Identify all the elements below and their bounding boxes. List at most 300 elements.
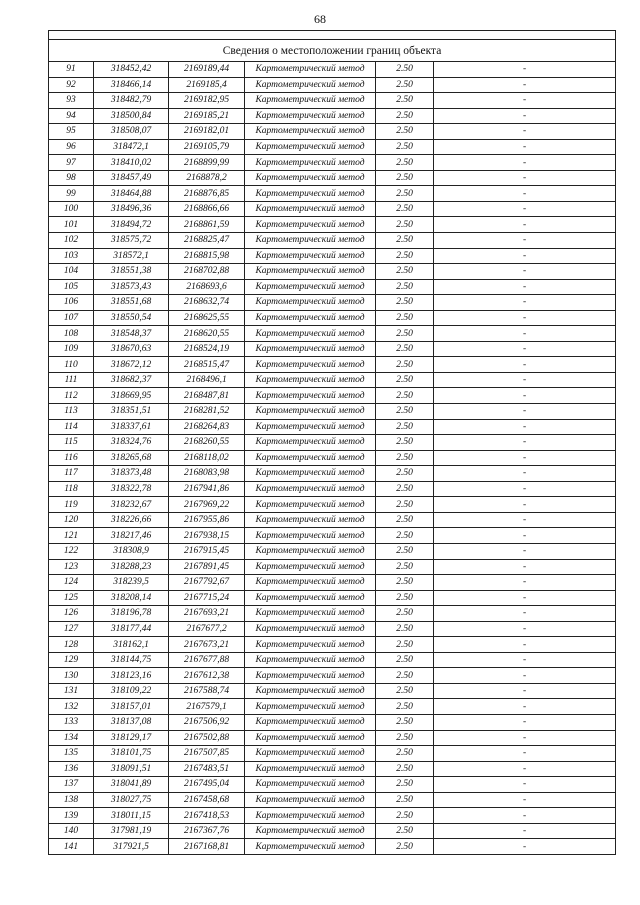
note-cell: - (434, 341, 616, 357)
method-cell: Картометрический метод (245, 823, 376, 839)
point-number-cell: 100 (49, 201, 94, 217)
point-number-cell: 130 (49, 668, 94, 684)
point-number-cell: 105 (49, 279, 94, 295)
y-coordinate-cell: 2168264,83 (169, 419, 245, 435)
note-cell: - (434, 683, 616, 699)
point-number-cell: 96 (49, 139, 94, 155)
y-coordinate-cell: 2167458,68 (169, 792, 245, 808)
x-coordinate-cell: 318464,88 (94, 186, 169, 202)
accuracy-cell: 2.50 (376, 699, 434, 715)
method-cell: Картометрический метод (245, 108, 376, 124)
table-row (49, 279, 616, 295)
accuracy-cell: 2.50 (376, 450, 434, 466)
point-number-cell: 134 (49, 730, 94, 746)
y-coordinate-cell: 2167915,45 (169, 543, 245, 559)
point-number-cell: 116 (49, 450, 94, 466)
point-number-cell: 113 (49, 404, 94, 420)
x-coordinate-cell: 318011,15 (94, 808, 169, 824)
table-row (49, 170, 616, 186)
table-row (49, 543, 616, 559)
table-row (49, 761, 616, 777)
note-cell: - (434, 466, 616, 482)
y-coordinate-cell: 2167969,22 (169, 497, 245, 513)
y-coordinate-cell: 2167612,38 (169, 668, 245, 684)
accuracy-cell: 2.50 (376, 372, 434, 388)
point-number-cell: 126 (49, 606, 94, 622)
method-cell: Картометрический метод (245, 404, 376, 420)
accuracy-cell: 2.50 (376, 310, 434, 326)
x-coordinate-cell: 317921,5 (94, 839, 169, 855)
note-cell: - (434, 233, 616, 249)
x-coordinate-cell: 318670,63 (94, 341, 169, 357)
x-coordinate-cell: 318308,9 (94, 543, 169, 559)
point-number-cell: 98 (49, 170, 94, 186)
method-cell: Картометрический метод (245, 730, 376, 746)
note-cell: - (434, 450, 616, 466)
table-row (49, 341, 616, 357)
method-cell: Картометрический метод (245, 139, 376, 155)
x-coordinate-cell: 318288,23 (94, 559, 169, 575)
y-coordinate-cell: 2169189,44 (169, 62, 245, 78)
y-coordinate-cell: 2167418,53 (169, 808, 245, 824)
method-cell: Картометрический метод (245, 497, 376, 513)
y-coordinate-cell: 2168876,85 (169, 186, 245, 202)
accuracy-cell: 2.50 (376, 528, 434, 544)
accuracy-cell: 2.50 (376, 186, 434, 202)
accuracy-cell: 2.50 (376, 777, 434, 793)
x-coordinate-cell: 318123,16 (94, 668, 169, 684)
accuracy-cell: 2.50 (376, 543, 434, 559)
x-coordinate-cell: 318217,46 (94, 528, 169, 544)
accuracy-cell: 2.50 (376, 435, 434, 451)
x-coordinate-cell: 318410,02 (94, 155, 169, 171)
accuracy-cell: 2.50 (376, 466, 434, 482)
table-row (49, 217, 616, 233)
accuracy-cell: 2.50 (376, 559, 434, 575)
y-coordinate-cell: 2167502,88 (169, 730, 245, 746)
point-number-cell: 120 (49, 512, 94, 528)
accuracy-cell: 2.50 (376, 512, 434, 528)
table-row (49, 668, 616, 684)
y-coordinate-cell: 2168515,47 (169, 357, 245, 373)
x-coordinate-cell: 318337,61 (94, 419, 169, 435)
x-coordinate-cell: 318496,36 (94, 201, 169, 217)
accuracy-cell: 2.50 (376, 730, 434, 746)
note-cell: - (434, 652, 616, 668)
table-row (49, 528, 616, 544)
x-coordinate-cell: 318508,07 (94, 124, 169, 140)
method-cell: Картометрический метод (245, 652, 376, 668)
y-coordinate-cell: 2167506,92 (169, 714, 245, 730)
method-cell: Картометрический метод (245, 62, 376, 78)
x-coordinate-cell: 318196,78 (94, 606, 169, 622)
x-coordinate-cell: 318109,22 (94, 683, 169, 699)
accuracy-cell: 2.50 (376, 621, 434, 637)
note-cell: - (434, 528, 616, 544)
table-row (49, 621, 616, 637)
accuracy-cell: 2.50 (376, 217, 434, 233)
y-coordinate-cell: 2167168,81 (169, 839, 245, 855)
y-coordinate-cell: 2168260,55 (169, 435, 245, 451)
method-cell: Картометрический метод (245, 512, 376, 528)
accuracy-cell: 2.50 (376, 404, 434, 420)
accuracy-cell: 2.50 (376, 481, 434, 497)
note-cell: - (434, 481, 616, 497)
point-number-cell: 103 (49, 248, 94, 264)
method-cell: Картометрический метод (245, 388, 376, 404)
y-coordinate-cell: 2167693,21 (169, 606, 245, 622)
accuracy-cell: 2.50 (376, 341, 434, 357)
point-number-cell: 108 (49, 326, 94, 342)
y-coordinate-cell: 2168861,59 (169, 217, 245, 233)
x-coordinate-cell: 318265,68 (94, 450, 169, 466)
table-row (49, 730, 616, 746)
method-cell: Картометрический метод (245, 201, 376, 217)
table-row (49, 419, 616, 435)
table-row (49, 497, 616, 513)
x-coordinate-cell: 318208,14 (94, 590, 169, 606)
note-cell: - (434, 590, 616, 606)
x-coordinate-cell: 318322,78 (94, 481, 169, 497)
accuracy-cell: 2.50 (376, 637, 434, 653)
point-number-cell: 115 (49, 435, 94, 451)
x-coordinate-cell: 318551,38 (94, 264, 169, 280)
accuracy-cell: 2.50 (376, 124, 434, 140)
table-row (49, 512, 616, 528)
x-coordinate-cell: 318041,89 (94, 777, 169, 793)
note-cell: - (434, 575, 616, 591)
table-row (49, 404, 616, 420)
accuracy-cell: 2.50 (376, 668, 434, 684)
note-cell: - (434, 62, 616, 78)
point-number-cell: 109 (49, 341, 94, 357)
method-cell: Картометрический метод (245, 761, 376, 777)
point-number-cell: 92 (49, 77, 94, 93)
y-coordinate-cell: 2168632,74 (169, 295, 245, 311)
point-number-cell: 131 (49, 683, 94, 699)
y-coordinate-cell: 2169185,4 (169, 77, 245, 93)
y-coordinate-cell: 2167673,21 (169, 637, 245, 653)
point-number-cell: 97 (49, 155, 94, 171)
point-number-cell: 102 (49, 233, 94, 249)
x-coordinate-cell: 318162,1 (94, 637, 169, 653)
note-cell: - (434, 310, 616, 326)
method-cell: Картометрический метод (245, 590, 376, 606)
y-coordinate-cell: 2168815,98 (169, 248, 245, 264)
method-cell: Картометрический метод (245, 279, 376, 295)
note-cell: - (434, 264, 616, 280)
note-cell: - (434, 108, 616, 124)
point-number-cell: 132 (49, 699, 94, 715)
accuracy-cell: 2.50 (376, 357, 434, 373)
point-number-cell: 114 (49, 419, 94, 435)
accuracy-cell: 2.50 (376, 108, 434, 124)
table-row (49, 792, 616, 808)
point-number-cell: 122 (49, 543, 94, 559)
y-coordinate-cell: 2167891,45 (169, 559, 245, 575)
table-row (49, 388, 616, 404)
method-cell: Картометрический метод (245, 233, 376, 249)
y-coordinate-cell: 2167677,88 (169, 652, 245, 668)
table-row (49, 575, 616, 591)
point-number-cell: 118 (49, 481, 94, 497)
x-coordinate-cell: 318457,49 (94, 170, 169, 186)
point-number-cell: 139 (49, 808, 94, 824)
page-number: 68 (314, 12, 326, 26)
accuracy-cell: 2.50 (376, 746, 434, 762)
table-row (49, 683, 616, 699)
table-row (49, 746, 616, 762)
point-number-cell: 125 (49, 590, 94, 606)
y-coordinate-cell: 2167792,67 (169, 575, 245, 591)
method-cell: Картометрический метод (245, 77, 376, 93)
x-coordinate-cell: 318548,37 (94, 326, 169, 342)
method-cell: Картометрический метод (245, 155, 376, 171)
method-cell: Картометрический метод (245, 341, 376, 357)
y-coordinate-cell: 2167483,51 (169, 761, 245, 777)
y-coordinate-cell: 2168866,66 (169, 201, 245, 217)
accuracy-cell: 2.50 (376, 77, 434, 93)
accuracy-cell: 2.50 (376, 388, 434, 404)
method-cell: Картометрический метод (245, 714, 376, 730)
x-coordinate-cell: 318550,54 (94, 310, 169, 326)
method-cell: Картометрический метод (245, 777, 376, 793)
table-row (49, 699, 616, 715)
accuracy-cell: 2.50 (376, 155, 434, 171)
method-cell: Картометрический метод (245, 419, 376, 435)
x-coordinate-cell: 318575,72 (94, 233, 169, 249)
y-coordinate-cell: 2167938,15 (169, 528, 245, 544)
x-coordinate-cell: 318669,95 (94, 388, 169, 404)
accuracy-cell: 2.50 (376, 575, 434, 591)
accuracy-cell: 2.50 (376, 808, 434, 824)
accuracy-cell: 2.50 (376, 139, 434, 155)
point-number-cell: 112 (49, 388, 94, 404)
accuracy-cell: 2.50 (376, 497, 434, 513)
point-number-cell: 123 (49, 559, 94, 575)
accuracy-cell: 2.50 (376, 264, 434, 280)
method-cell: Картометрический метод (245, 93, 376, 109)
method-cell: Картометрический метод (245, 606, 376, 622)
method-cell: Картометрический метод (245, 808, 376, 824)
table-row (49, 823, 616, 839)
point-number-cell: 94 (49, 108, 94, 124)
x-coordinate-cell: 318494,72 (94, 217, 169, 233)
table-row (49, 155, 616, 171)
table-row (49, 93, 616, 109)
accuracy-cell: 2.50 (376, 823, 434, 839)
table-row (49, 233, 616, 249)
x-coordinate-cell: 318551,68 (94, 295, 169, 311)
point-number-cell: 99 (49, 186, 94, 202)
table-row (49, 481, 616, 497)
table-row (49, 466, 616, 482)
note-cell: - (434, 808, 616, 824)
note-cell: - (434, 746, 616, 762)
point-number-cell: 95 (49, 124, 94, 140)
note-cell: - (434, 357, 616, 373)
y-coordinate-cell: 2167579,1 (169, 699, 245, 715)
header-spacer-row (49, 31, 616, 40)
x-coordinate-cell: 318324,76 (94, 435, 169, 451)
method-cell: Картометрический метод (245, 217, 376, 233)
x-coordinate-cell: 318129,17 (94, 730, 169, 746)
point-number-cell: 121 (49, 528, 94, 544)
boundary-coordinates-table (48, 30, 616, 855)
x-coordinate-cell: 318373,48 (94, 466, 169, 482)
point-number-cell: 136 (49, 761, 94, 777)
x-coordinate-cell: 317981,19 (94, 823, 169, 839)
y-coordinate-cell: 2168524,19 (169, 341, 245, 357)
y-coordinate-cell: 2167715,24 (169, 590, 245, 606)
method-cell: Картометрический метод (245, 683, 376, 699)
method-cell: Картометрический метод (245, 575, 376, 591)
x-coordinate-cell: 318466,14 (94, 77, 169, 93)
x-coordinate-cell: 318101,75 (94, 746, 169, 762)
method-cell: Картометрический метод (245, 466, 376, 482)
accuracy-cell: 2.50 (376, 248, 434, 264)
table-row (49, 326, 616, 342)
note-cell: - (434, 404, 616, 420)
table-row (49, 372, 616, 388)
method-cell: Картометрический метод (245, 357, 376, 373)
y-coordinate-cell: 2168693,6 (169, 279, 245, 295)
accuracy-cell: 2.50 (376, 652, 434, 668)
y-coordinate-cell: 2168083,98 (169, 466, 245, 482)
note-cell: - (434, 248, 616, 264)
table-row (49, 559, 616, 575)
y-coordinate-cell: 2168281,52 (169, 404, 245, 420)
accuracy-cell: 2.50 (376, 419, 434, 435)
method-cell: Картометрический метод (245, 543, 376, 559)
table-row (49, 139, 616, 155)
table-row (49, 357, 616, 373)
note-cell: - (434, 217, 616, 233)
x-coordinate-cell: 318482,79 (94, 93, 169, 109)
point-number-cell: 133 (49, 714, 94, 730)
note-cell: - (434, 435, 616, 451)
x-coordinate-cell: 318157,01 (94, 699, 169, 715)
y-coordinate-cell: 2167588,74 (169, 683, 245, 699)
method-cell: Картометрический метод (245, 668, 376, 684)
x-coordinate-cell: 318500,84 (94, 108, 169, 124)
method-cell: Картометрический метод (245, 450, 376, 466)
point-number-cell: 104 (49, 264, 94, 280)
method-cell: Картометрический метод (245, 295, 376, 311)
y-coordinate-cell: 2168118,02 (169, 450, 245, 466)
x-coordinate-cell: 318672,12 (94, 357, 169, 373)
table-row (49, 124, 616, 140)
y-coordinate-cell: 2169105,79 (169, 139, 245, 155)
y-coordinate-cell: 2168620,55 (169, 326, 245, 342)
note-cell: - (434, 606, 616, 622)
note-cell: - (434, 714, 616, 730)
table-row (49, 310, 616, 326)
x-coordinate-cell: 318232,67 (94, 497, 169, 513)
table-row (49, 450, 616, 466)
method-cell: Картометрический метод (245, 310, 376, 326)
y-coordinate-cell: 2168899,99 (169, 155, 245, 171)
method-cell: Картометрический метод (245, 186, 376, 202)
table-body (49, 31, 616, 855)
note-cell: - (434, 186, 616, 202)
note-cell: - (434, 388, 616, 404)
accuracy-cell: 2.50 (376, 170, 434, 186)
y-coordinate-cell: 2167955,86 (169, 512, 245, 528)
point-number-cell: 106 (49, 295, 94, 311)
note-cell: - (434, 124, 616, 140)
x-coordinate-cell: 318144,75 (94, 652, 169, 668)
method-cell: Картометрический метод (245, 528, 376, 544)
table-row (49, 108, 616, 124)
point-number-cell: 129 (49, 652, 94, 668)
point-number-cell: 138 (49, 792, 94, 808)
method-cell: Картометрический метод (245, 637, 376, 653)
y-coordinate-cell: 2168625,55 (169, 310, 245, 326)
x-coordinate-cell: 318682,37 (94, 372, 169, 388)
point-number-cell: 119 (49, 497, 94, 513)
method-cell: Картометрический метод (245, 326, 376, 342)
note-cell: - (434, 201, 616, 217)
note-cell: - (434, 792, 616, 808)
note-cell: - (434, 372, 616, 388)
x-coordinate-cell: 318573,43 (94, 279, 169, 295)
x-coordinate-cell: 318472,1 (94, 139, 169, 155)
point-number-cell: 128 (49, 637, 94, 653)
note-cell: - (434, 512, 616, 528)
point-number-cell: 107 (49, 310, 94, 326)
method-cell: Картометрический метод (245, 481, 376, 497)
method-cell: Картометрический метод (245, 839, 376, 855)
table-row (49, 606, 616, 622)
y-coordinate-cell: 2167507,85 (169, 746, 245, 762)
y-coordinate-cell: 2167495,04 (169, 777, 245, 793)
point-number-cell: 140 (49, 823, 94, 839)
method-cell: Картометрический метод (245, 559, 376, 575)
table-title: Сведения о местоположении границ объекта (49, 40, 616, 62)
point-number-cell: 111 (49, 372, 94, 388)
accuracy-cell: 2.50 (376, 62, 434, 78)
table-row (49, 62, 616, 78)
method-cell: Картометрический метод (245, 170, 376, 186)
x-coordinate-cell: 318351,51 (94, 404, 169, 420)
note-cell: - (434, 326, 616, 342)
y-coordinate-cell: 2167677,2 (169, 621, 245, 637)
note-cell: - (434, 839, 616, 855)
x-coordinate-cell: 318137,08 (94, 714, 169, 730)
note-cell: - (434, 279, 616, 295)
accuracy-cell: 2.50 (376, 839, 434, 855)
accuracy-cell: 2.50 (376, 714, 434, 730)
accuracy-cell: 2.50 (376, 792, 434, 808)
note-cell: - (434, 155, 616, 171)
method-cell: Картометрический метод (245, 792, 376, 808)
note-cell: - (434, 730, 616, 746)
table-row (49, 295, 616, 311)
note-cell: - (434, 419, 616, 435)
x-coordinate-cell: 318027,75 (94, 792, 169, 808)
point-number-cell: 135 (49, 746, 94, 762)
note-cell: - (434, 559, 616, 575)
table-row (49, 77, 616, 93)
accuracy-cell: 2.50 (376, 606, 434, 622)
table-row (49, 201, 616, 217)
note-cell: - (434, 170, 616, 186)
table-row (49, 808, 616, 824)
accuracy-cell: 2.50 (376, 279, 434, 295)
note-cell: - (434, 637, 616, 653)
point-number-cell: 110 (49, 357, 94, 373)
